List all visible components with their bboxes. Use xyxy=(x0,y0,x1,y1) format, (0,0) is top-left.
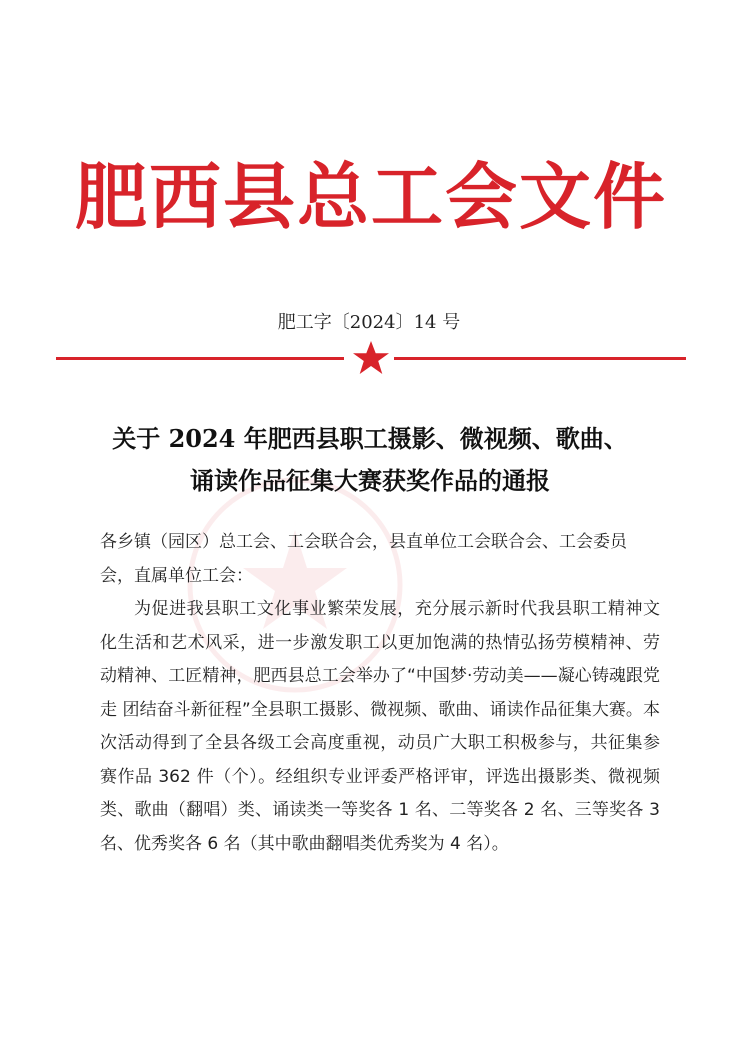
star-icon xyxy=(351,340,391,376)
salutation: 各乡镇（园区）总工会、工会联合会，县直单位工会联合会、工会委员会，直属单位工会： xyxy=(100,532,627,586)
body-paragraph: 为促进我县职工文化事业繁荣发展，充分展示新时代我县职工精神文化生活和艺术风采，进一步激发职工以更加饱满的热情弘扬劳模精神、劳动精神、工匠精神，肥西县总工会举办了“中国梦·劳动美——凝心铸魂跟党走 团结奋斗新征程”全县职工摄影、微视频、歌曲、诵读作品征集大赛。本次活动得到了全县各级工会高度重视，动员广大职工积极参与，共征集参赛作品 362 件（个）。经组织专业评委严格评审，评选出摄影类、微视频类、歌曲（翻唱）类、诵读类一等奖各 1 名、二等奖各 2 名、三等奖各 3 名、优秀奖各 6 名（其中歌曲翻唱类优秀奖为 4 名）。 xyxy=(100,599,660,854)
divider-line-left xyxy=(56,357,344,360)
title-line-1: 关于 2024 年肥西县职工摄影、微视频、歌曲、 xyxy=(112,424,628,453)
document-number: 肥工字〔2024〕14 号 xyxy=(277,312,461,333)
title-line-2: 诵读作品征集大赛获奖作品的通报 xyxy=(190,466,550,495)
document-title xyxy=(60,418,680,502)
red-divider xyxy=(56,340,686,376)
document-masthead: 肥西县总工会文件 xyxy=(74,155,667,239)
divider-line-right xyxy=(394,357,686,360)
document-body xyxy=(100,526,660,861)
